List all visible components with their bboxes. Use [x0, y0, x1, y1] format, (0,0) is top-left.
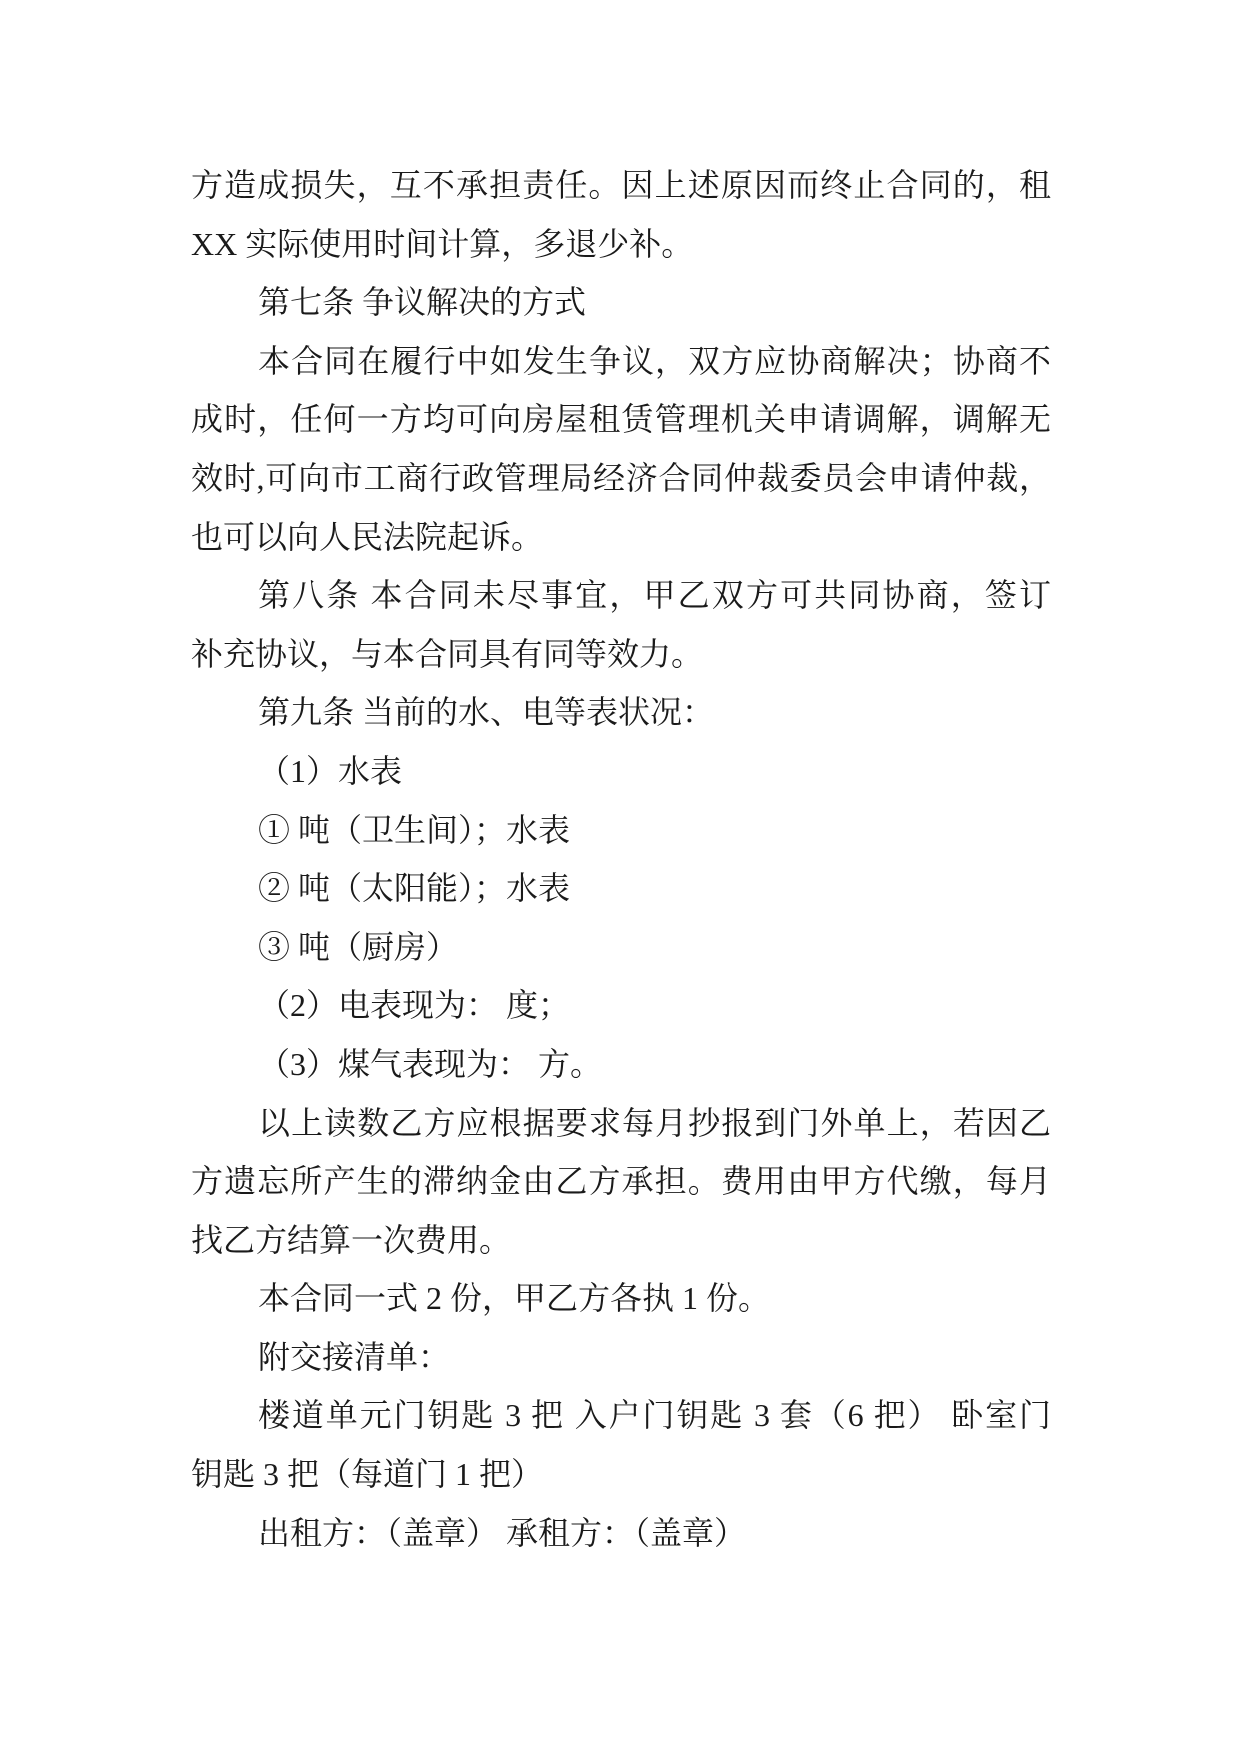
text-line: XX 实际使用时间计算，多退少补。	[191, 225, 694, 262]
article-8	[191, 566, 1051, 683]
water-meter-item: ② 吨（太阳能）；水表	[258, 870, 571, 907]
water-meter-heading	[191, 742, 1051, 801]
text-line: 也可以向人民法院起诉。	[191, 518, 544, 555]
paragraph-termination-continued	[191, 156, 1051, 273]
document-body	[191, 156, 1051, 1562]
signature-line	[191, 1504, 1051, 1563]
contract-copies	[191, 1269, 1051, 1328]
article-7-body	[191, 332, 1051, 566]
text-line: 第七条 争议解决的方式	[258, 284, 587, 321]
water-meter-readings	[191, 801, 1051, 977]
electric-meter-reading	[191, 976, 1051, 1035]
text-line: 出租方：（盖章） 承租方：（盖章）	[258, 1514, 747, 1551]
text-line: （2）电表现为： 度；	[258, 987, 571, 1024]
article-9-heading	[191, 683, 1051, 742]
text-line: （3）煤气表现为： 方。	[258, 1045, 603, 1082]
text-line: 补充协议，与本合同具有同等效力。	[191, 635, 704, 672]
text-line: 本合同一式 2 份，甲乙方各执 1 份。	[258, 1280, 771, 1317]
article-7-heading	[191, 273, 1051, 332]
handover-list-keys	[191, 1386, 1051, 1503]
text-line: 第八条 本合同未尽事宜，甲乙双方可共同协商，签订	[258, 577, 1051, 614]
handover-list-heading	[191, 1328, 1051, 1387]
text-line: 附交接清单：	[258, 1338, 451, 1375]
text-line: 方遗忘所产生的滞纳金由乙方承担。费用由甲方代缴，每月	[191, 1163, 1051, 1200]
text-line: 方造成损失，互不承担责任。因上述原因而终止合同的，租	[191, 167, 1051, 203]
meter-reading-note	[191, 1094, 1051, 1270]
water-meter-item: ① 吨（卫生间）；水表	[258, 811, 571, 848]
text-line: 楼道单元门钥匙 3 把 入户门钥匙 3 套（6 把） 卧室门	[258, 1397, 1051, 1434]
text-line: 成时，任何一方均可向房屋租赁管理机关申请调解，调解无	[191, 401, 1051, 438]
text-line: 钥匙 3 把（每道门 1 把）	[191, 1456, 544, 1493]
text-line: 第九条 当前的水、电等表状况：	[258, 694, 715, 731]
text-line: 本合同在履行中如发生争议，双方应协商解决；协商不	[258, 342, 1051, 379]
text-line: 以上读数乙方应根据要求每月抄报到门外单上，若因乙	[258, 1104, 1051, 1141]
text-line: 找乙方结算一次费用。	[191, 1221, 512, 1258]
gas-meter-reading	[191, 1035, 1051, 1094]
text-line: 效时,可向市工商行政管理局经济合同仲裁委员会申请仲裁，	[191, 459, 1051, 496]
text-line: （1）水表	[258, 752, 403, 789]
water-meter-item: ③ 吨（厨房）	[258, 928, 459, 965]
